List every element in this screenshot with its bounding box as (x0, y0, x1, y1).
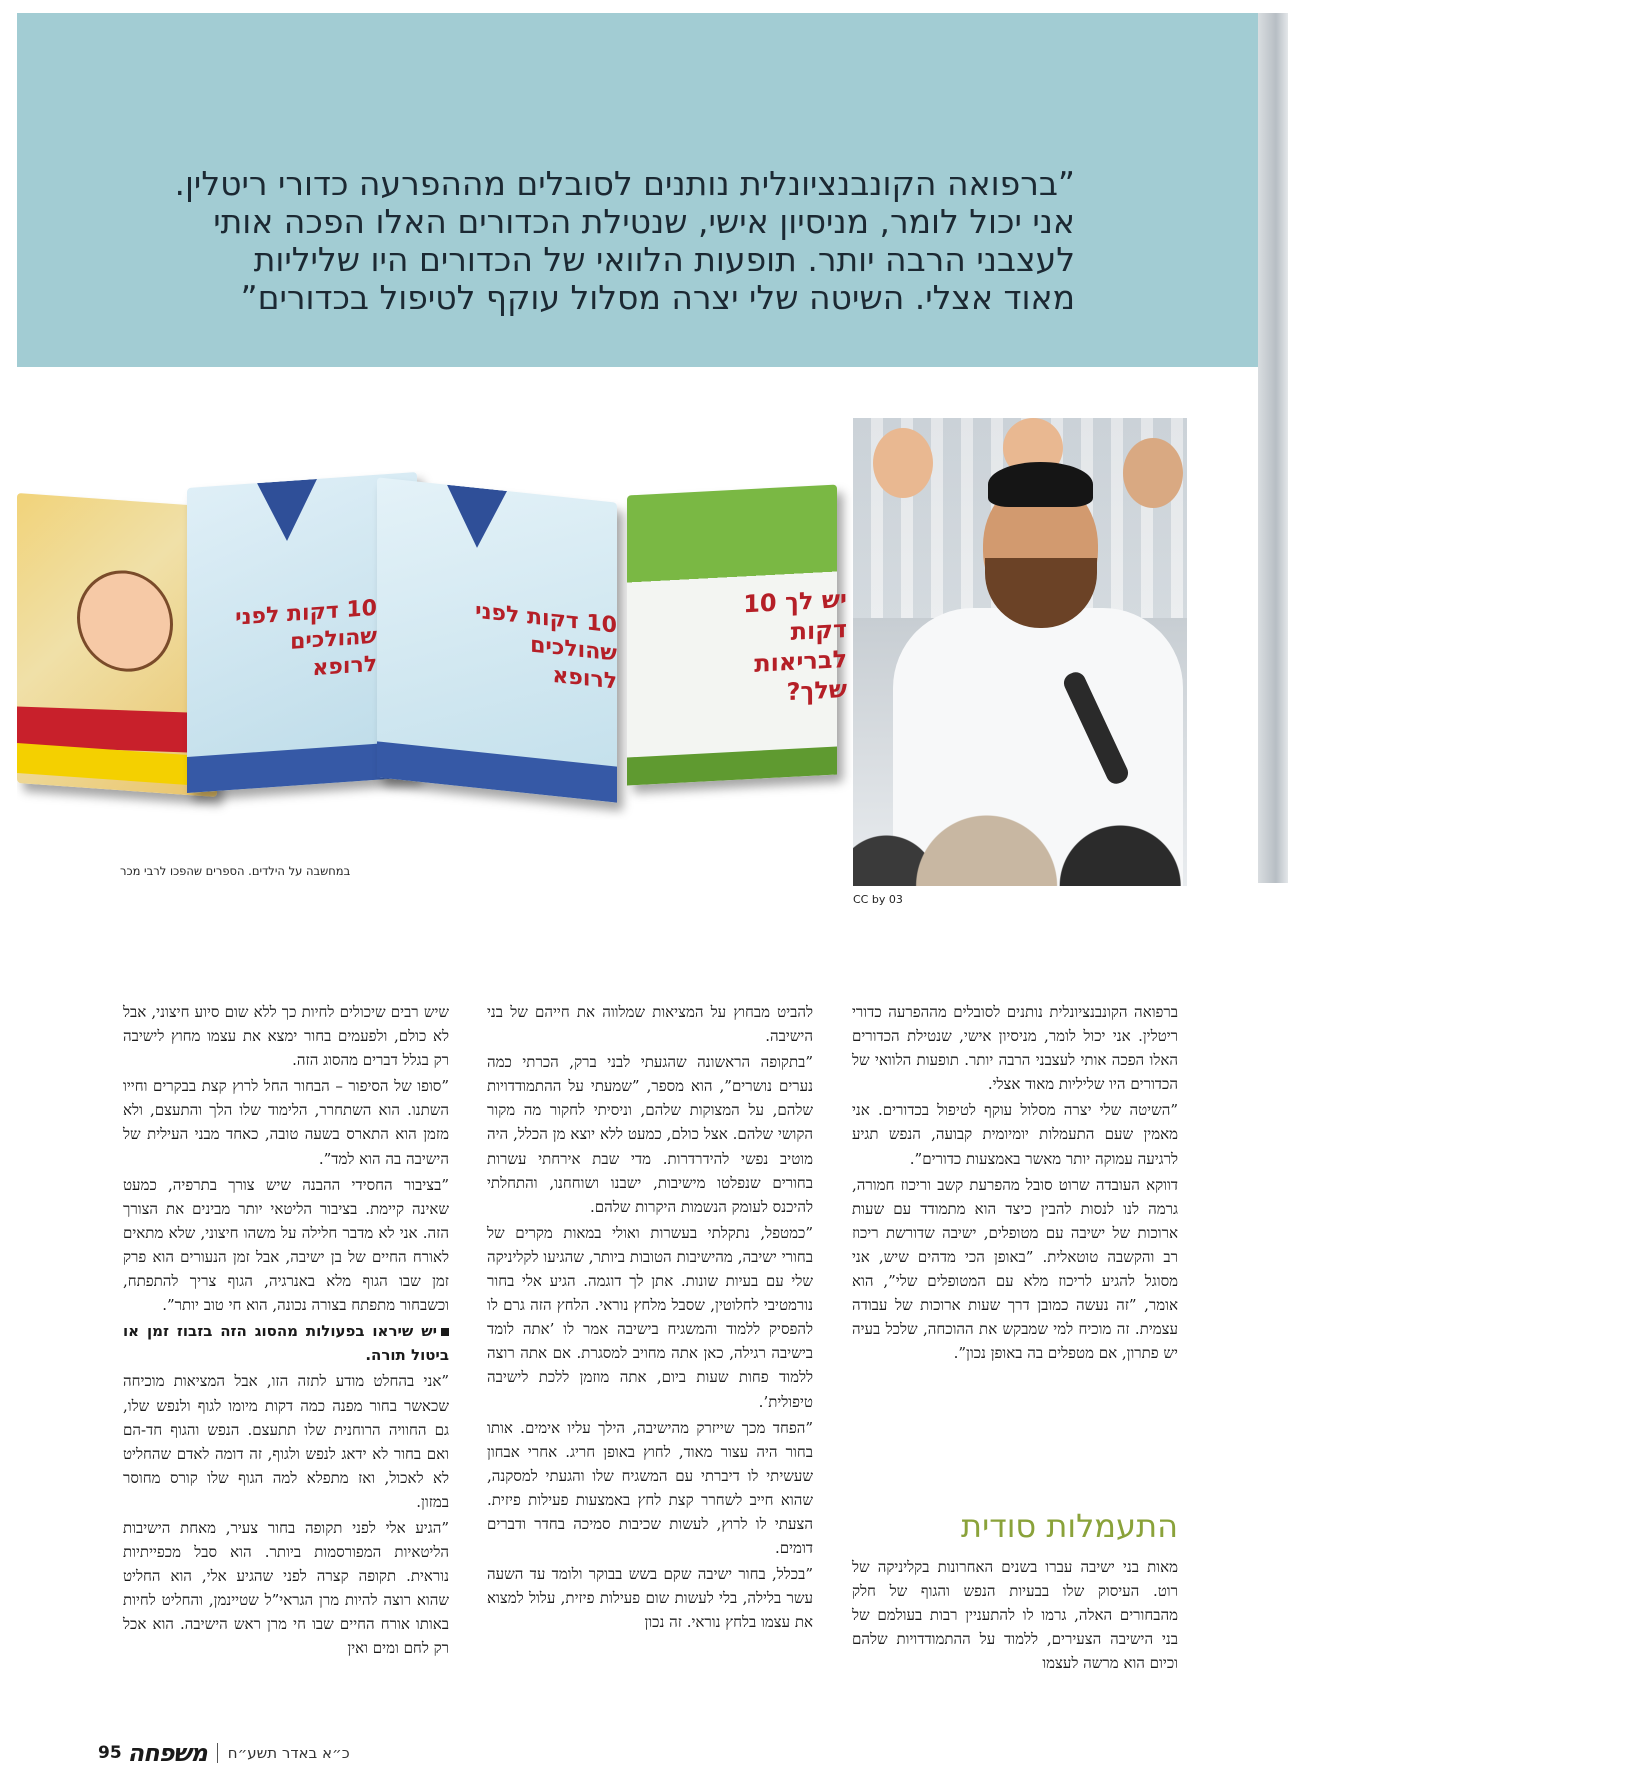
pull-quote (135, 165, 1075, 317)
books-caption: במחשבה על הילדים. הספרים שהפכו לרבי מכר (120, 864, 351, 878)
speaker-photo (853, 418, 1187, 886)
book-cover-3 (627, 484, 847, 785)
section-heading: התעמלות סודית (961, 1507, 1178, 1545)
pull-quote-line: ”ברפואה הקונבנציונלית נותנים לסובלים מההפרעה כדורי ריטלין. (174, 164, 1075, 203)
paragraph: דווקא העובדה שרוט סובל מהפרעת קשב וריכוז חמורה, גרמה לנו לנסות להבין כיצד הוא מתמודד עם שעות ארוכות של ישיבה עם מטופלים, ישיבה שדורשת ריכוז רב והקשבה טוטאלית. ”באופן הכי מדהים שיש, אני מסוגל להגיע לריכוז מלא עם המטופלים שלי”, הוא אומר, ”זה נעשה כמובן דרך שעות ארוכות של עבודה עצמית. זה מוכיח למי שמבקש את ההוכחה, שלכל בעיה יש פתרון, אם מטפלים בה באופן נכון”. (852, 1175, 1178, 1363)
paragraph: ”הגיע אלי לפני תקופה בחור צעיר, מאחת הישיבות הליטאיות המפורסמות ביותר. הוא סבל מכפייתיות נוראית. תקופה קצרה לפני שהגיע אלי, הוא החליט שהוא רוצה להיות מרן הגראי”ל שטיינמן, והחליט לחיות באותו אורח החיים שבו חי מרן ראש הישיבה. הוא אכל רק לחם ומים ואין (123, 1518, 449, 1658)
paragraph: ”בציבור החסידי ההבנה שיש צורך בתרפיה, כמעט שאינה קיימת. בציבור הליטאי יותר מבינים את הצורך הזה. אני לא מדבר חלילה על משהו חיצוני, שלא מתאים לאורח החיים של בן ישיבה, אבל זמן הנעורים הוא פרק זמן שבו הגוף מלא באנרגיה, הגוף צריך להתפתח, וכשבחור מתפתח בצורה נכונה, הוא חי טוב יותר”. (123, 1175, 449, 1315)
paragraph: ”הפחד מכך שייזרק מהישיבה, הילך עליו אימים. אותו בחור היה עצור מאוד, לחוץ באופן חריג. אחרי אבחון שעשיתי לו דיברתי עם המשגיח שלו והגעתי למסקנה, שהוא חייב לשחרר קצת לחץ באמצעות פעילות פיזית. הצעתי לו לרוץ, לעשות שכיבות סמיכה בחדר ודברים דומים. (487, 1418, 813, 1558)
interview-question (123, 1319, 449, 1367)
magazine-logo: משפחה (127, 1739, 207, 1767)
footer-divider (217, 1743, 218, 1763)
books-image (17, 470, 887, 820)
pull-quote-line: אני יכול לומר, מניסיון אישי, שנטילת הכדורים האלו הפכה אותי (213, 202, 1075, 241)
article-column-left (123, 1000, 449, 1663)
article-column-right (852, 1000, 1178, 1367)
book-title: 10 דקות לפני שהולכים לרופא (475, 598, 617, 695)
paragraph: ”כמטפל, נתקלתי בעשרות ואולי במאות מקרים של בחורי ישיבה, מהישיבות הטובות ביותר, שהגיעו לקליניקה שלי עם בעיות שונות. אתן לך דוגמה. הגיע אלי בחור נורמטיבי לחלוטין, שסבל מלחץ נוראי. הלחץ הזה גרם לו להפסיק ללמוד והמשגיח בישיבה אמר לו ’אתה לומד בישיבה רגילה, כאן אתה מחויב למסגרת. אם אתה רוצה ללמוד פחות שעות ביום, אתה מוזמן ללכת לישיבה טיפולית’. (487, 1223, 813, 1411)
paragraph: ”השיטה שלי יצרה מסלול עוקף לטיפול בכדורים. אני מאמין שעם התעמלות יומיומית קבועה, הנפש תגיע לרגיעה עמוקה יותר מאשר באמצעות כדורים”. (852, 1101, 1178, 1168)
paragraph: ”בכלל, בחור ישיבה שקם בשש בבוקר ולומד עד השעה עשר בלילה, בלי לעשות שום פעילות פיזית, עלול למצוא את עצמו בלחץ נוראי. זה נכון (487, 1565, 813, 1632)
book-cover-2 (377, 477, 617, 802)
page-edge-strip (1258, 13, 1288, 883)
paragraph: שיש רבים שיכולים לחיות כך ללא שום סיוע חיצוני, אבל לא כולם, ולפעמים בחור ימצא את עצמו מחוץ לישיבה רק בגלל דברים מהסוג הזה. (123, 1003, 449, 1070)
pull-quote-line: לעצבני הרבה יותר. תופעות הלוואי של הכדורים היו שליליות (253, 240, 1075, 279)
page-number: 95 (98, 1743, 122, 1763)
book-title: יש לך 10 דקות לבריאות שלך? (743, 584, 847, 707)
paragraph: ”בתקופה הראשונה שהגעתי לבני ברק, הכרתי כמה נערים נושרים”, הוא מספר, ”שמעתי על ההתמודדויות שלהם, על המצוקות שלהם, וניסיתי לחקור מה מקור הקושי שלהם. אצל כולם, כמעט ללא יוצא מן הכלל, היה מוטיב נפשי להידרדרות. מדי שבת אירחתי עשרות בחורים שנפלטו מישיבות, ישבנו ושוחחנו, והתחלתי להיכנס לעומק הנשמות היקרות שלהם. (487, 1053, 813, 1216)
page-footer (98, 1740, 350, 1766)
article-column-middle (487, 1000, 813, 1636)
paragraph: ברפואה הקונבנציונלית נותנים לסובלים מההפרעה כדורי ריטלין. אני יכול לומר, מניסיון אישי, שנטילת הכדורים האלו הפכה אותי לעצבני הרבה יותר. תופעות הלוואי של הכדורים היו שליליות מאוד אצלי. (852, 1003, 1178, 1094)
paragraph: ”אני בהחלט מודע לתזה הזו, אבל המציאות מוכיחה שכאשר בחור מפנה כמה דקות מיומו לגוף ולנפש שלו, גם החוויה הרוחנית שלו תתעצם. הנפש והגוף חד-הם ואם בחור לא ידאג לנפש ולגוף, זה דומה לאדם שהחליט לא לאכול, ואז מתפלא למה הגוף שלו קורס מחוסר במזון. (123, 1372, 449, 1511)
paragraph: ”סופו של הסיפור – הבחור החל לרוץ קצת בבקרים וחייו השתנו. הוא השתחרר, הלימוד שלו הלך והתעצם, ולא מזמן הוא התארס בשעה טובה, כאחד מבני העילית של הישיבה בה הוא למד”. (123, 1077, 449, 1168)
question-marker-icon (441, 1328, 449, 1336)
question-text: יש שיראו בפעולות מהסוג הזה בזבוז זמן או ביטול תורה. (123, 1322, 449, 1365)
kid-illustration (77, 567, 173, 675)
issue-date: כ״א באדר תשע״ח (227, 1744, 350, 1762)
book-title: 10 דקות לפני שהולכים לרופא (235, 595, 377, 682)
pull-quote-line: מאוד אצלי. השיטה שלי יצרה מסלול עוקף לטיפול בכדורים” (240, 278, 1075, 317)
photo-credit: CC by 03 (853, 893, 903, 906)
paragraph: להביט מבחוץ על המציאות שמלווה את חייהם של בני הישיבה. (487, 1003, 813, 1046)
article-column-right-bottom (852, 1555, 1178, 1675)
paragraph: מאות בני ישיבה עברו בשנים האחרונות בקליניקה של רוט. העיסוק שלו בבעיות הנפש והגוף של חלק מהבחורים האלה, גרמו לו להתעניין רבות בעולמם של בני הישיבה הצעירים, ללמוד על ההתמודדויות שלהם וכיום הוא מרשה לעצמו (852, 1558, 1178, 1673)
